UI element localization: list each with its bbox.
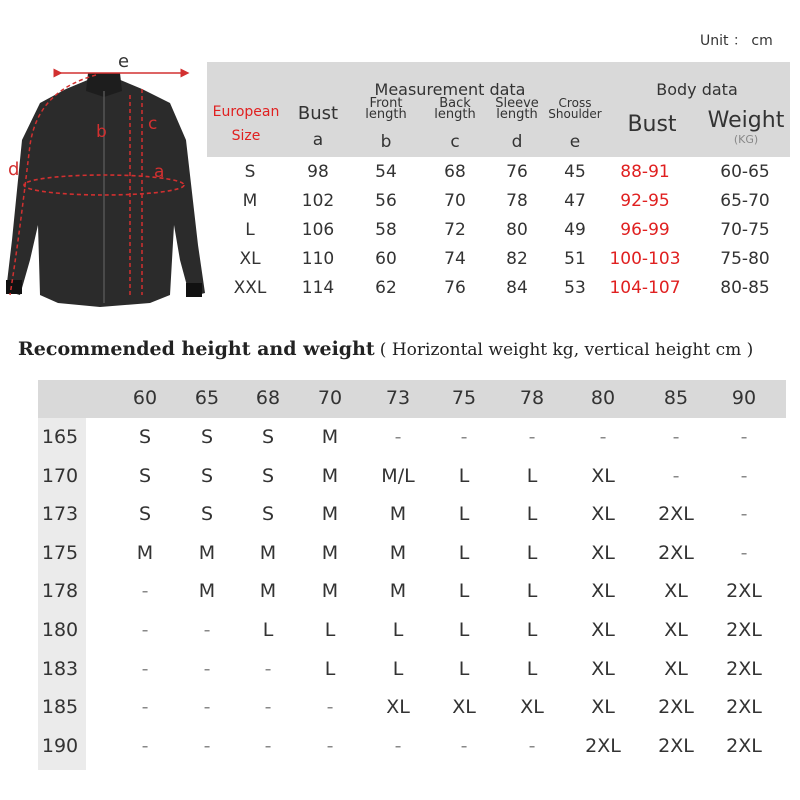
size-cell: XL [386, 696, 410, 719]
size-cell: S [138, 464, 152, 487]
size-cell: 2XL [658, 541, 694, 564]
jacket-illustration [0, 45, 205, 320]
measurement-cell: 92-95 [620, 191, 670, 211]
size-label: L [245, 220, 255, 240]
weight-header: 85 [663, 387, 689, 409]
weight-header: 70 [317, 387, 343, 409]
size-cell: L [392, 657, 404, 680]
size-cell: - [740, 541, 748, 564]
size-cell: - [672, 464, 680, 487]
col-body-bust: Bust [627, 112, 677, 137]
european-size-header: European Size [212, 104, 280, 144]
height-label: 180 [41, 619, 79, 641]
size-cell: S [138, 503, 152, 526]
measurement-cell: 58 [375, 220, 397, 240]
size-cell: M [198, 580, 216, 603]
size-cell: 2XL [658, 503, 694, 526]
height-label: 178 [41, 580, 79, 603]
weight-header: 73 [385, 387, 411, 409]
measurement-cell: 102 [301, 191, 335, 211]
recommend-title: Recommended height and weight ( Horizontal weight kg, vertical height cm ) [18, 338, 754, 360]
size-label: XXL [233, 278, 267, 298]
measurement-cell: 80 [506, 220, 528, 240]
size-cell: M [321, 503, 339, 526]
size-cell: S [200, 426, 214, 448]
col-back-length: Back length c [434, 96, 476, 152]
size-cell: - [528, 734, 536, 757]
size-cell: L [526, 657, 538, 680]
unit-label: Unit ： cm [700, 33, 773, 49]
size-cell: - [203, 696, 211, 719]
size-cell: 2XL [726, 580, 762, 603]
size-cell: L [392, 619, 404, 641]
size-cell: XL [664, 580, 688, 603]
measurement-cell: 68 [444, 162, 466, 182]
size-cell: XL [520, 696, 544, 719]
size-cell: S [200, 503, 214, 526]
size-cell: 2XL [726, 657, 762, 680]
height-label: 173 [41, 503, 79, 526]
height-label: 185 [41, 696, 79, 719]
size-cell: L [458, 619, 470, 641]
measurement-cell: 98 [307, 162, 329, 182]
size-cell: S [200, 464, 214, 487]
size-cell: 2XL [726, 734, 762, 757]
jacket-shape [6, 79, 205, 307]
size-cell: S [261, 426, 275, 448]
size-cell: - [326, 734, 334, 757]
size-cell: - [599, 426, 607, 448]
size-cell: S [138, 426, 152, 448]
size-cell: - [740, 464, 748, 487]
size-cell: XL [664, 657, 688, 680]
height-label: 190 [41, 734, 79, 757]
size-cell: L [458, 541, 470, 564]
size-cell: XL [591, 580, 615, 603]
measurement-cell: 54 [375, 162, 397, 182]
size-cell: XL [591, 541, 615, 564]
size-cell: - [740, 503, 748, 526]
height-label: 175 [41, 541, 79, 564]
measurement-cell: 53 [564, 278, 586, 298]
col-front-length: Front length b [365, 96, 407, 152]
size-cell: 2XL [585, 734, 621, 757]
measurement-cell: 84 [506, 278, 528, 298]
size-cell: 2XL [726, 619, 762, 641]
measurement-group-header: Measurement data [374, 80, 526, 99]
measurement-cell: 106 [301, 220, 335, 240]
weight-header: 78 [519, 387, 545, 409]
size-cell: M [136, 541, 154, 564]
size-cell: M [259, 541, 277, 564]
measurement-cell: 88-91 [620, 162, 670, 182]
measurement-cell: 72 [444, 220, 466, 240]
size-cell: XL [591, 619, 615, 641]
measurement-cell: 49 [564, 220, 586, 240]
diagram-label-c: c [148, 114, 158, 134]
size-cell: - [203, 619, 211, 641]
size-cell: - [141, 696, 149, 719]
size-cell: L [526, 619, 538, 641]
measurement-cell: 82 [506, 249, 528, 269]
height-label: 170 [41, 464, 79, 487]
col-body-weight: Weight (KG) [707, 108, 785, 146]
measurement-cell: 70-75 [720, 220, 770, 240]
size-cell: M [259, 580, 277, 603]
size-cell: M [389, 580, 407, 603]
size-cell: 2XL [726, 696, 762, 719]
size-cell: L [458, 657, 470, 680]
measurement-cell: 76 [444, 278, 466, 298]
measurement-cell: 104-107 [609, 278, 681, 298]
measurement-cell: 80-85 [720, 278, 770, 298]
weight-header: 60 [132, 387, 158, 409]
measurement-cell: 60-65 [720, 162, 770, 182]
col-sleeve-length: Sleeve length d [495, 96, 539, 152]
size-cell: S [261, 464, 275, 487]
col-bust: Bust a [297, 103, 339, 150]
diagram-label-e: e [118, 51, 130, 72]
measurement-cell: 56 [375, 191, 397, 211]
size-cell: XL [591, 503, 615, 526]
size-cell: - [264, 657, 272, 680]
measurement-cell: 75-80 [720, 249, 770, 269]
measurement-cell: 45 [564, 162, 586, 182]
size-cell: - [460, 426, 468, 448]
measurement-cell: 65-70 [720, 191, 770, 211]
size-cell: - [141, 619, 149, 641]
body-group-header: Body data [656, 80, 738, 99]
size-cell: - [528, 426, 536, 448]
measurement-cell: 60 [375, 249, 397, 269]
size-label: XL [239, 249, 261, 269]
size-cell: - [394, 426, 402, 448]
measurement-cell: 110 [301, 249, 335, 269]
size-cell: M [321, 464, 339, 487]
weight-header: 90 [731, 387, 757, 409]
diagram-label-b: b [96, 122, 107, 142]
height-label: 165 [41, 426, 79, 448]
measurement-cell: 47 [564, 191, 586, 211]
size-cell: S [261, 503, 275, 526]
size-cell: - [203, 657, 211, 680]
size-cell: L [526, 464, 538, 487]
size-cell: L [526, 541, 538, 564]
size-cell: L [324, 619, 336, 641]
weight-header: 80 [590, 387, 616, 409]
diagram-label-a: a [154, 162, 165, 182]
measurement-cell: 100-103 [609, 249, 681, 269]
size-cell: XL [591, 657, 615, 680]
size-cell: L [526, 580, 538, 603]
size-cell: L [458, 503, 470, 526]
size-cell: XL [452, 696, 476, 719]
size-cell: - [264, 696, 272, 719]
measurement-cell: 51 [564, 249, 586, 269]
size-cell: XL [591, 464, 615, 487]
measurement-cell: 62 [375, 278, 397, 298]
size-cell: - [672, 426, 680, 448]
size-cell: - [141, 734, 149, 757]
size-cell: - [326, 696, 334, 719]
diagram-label-d: d [8, 159, 20, 180]
size-cell: L [526, 503, 538, 526]
height-label: 183 [41, 657, 79, 680]
size-cell: L [262, 619, 274, 641]
measurement-cell: 114 [301, 278, 335, 298]
size-cell: M [321, 580, 339, 603]
size-cell: M [321, 426, 339, 448]
size-cell: M [198, 541, 216, 564]
col-cross-shoulder: Cross Shoulder e [548, 96, 602, 152]
measurement-cell: 78 [506, 191, 528, 211]
size-cell: - [394, 734, 402, 757]
size-cell: L [458, 580, 470, 603]
measurement-cell: 70 [444, 191, 466, 211]
size-cell: - [141, 580, 149, 603]
weight-header: 75 [451, 387, 477, 409]
size-cell: M [389, 503, 407, 526]
size-cell: - [264, 734, 272, 757]
size-label: S [244, 162, 256, 182]
size-label: M [242, 191, 258, 211]
size-cell: L [458, 464, 470, 487]
size-cell: XL [664, 619, 688, 641]
size-cell: 2XL [658, 734, 694, 757]
size-cell: XL [591, 696, 615, 719]
size-cell: - [740, 426, 748, 448]
size-cell: 2XL [658, 696, 694, 719]
measurement-cell: 76 [506, 162, 528, 182]
size-cell: M [321, 541, 339, 564]
measurement-cell: 74 [444, 249, 466, 269]
size-cell: - [141, 657, 149, 680]
weight-header: 65 [194, 387, 220, 409]
size-cell: L [324, 657, 336, 680]
size-cell: - [460, 734, 468, 757]
size-cell: M/L [381, 464, 415, 487]
size-cell: - [203, 734, 211, 757]
measurement-cell: 96-99 [620, 220, 670, 240]
size-cell: M [389, 541, 407, 564]
weight-header: 68 [255, 387, 281, 409]
